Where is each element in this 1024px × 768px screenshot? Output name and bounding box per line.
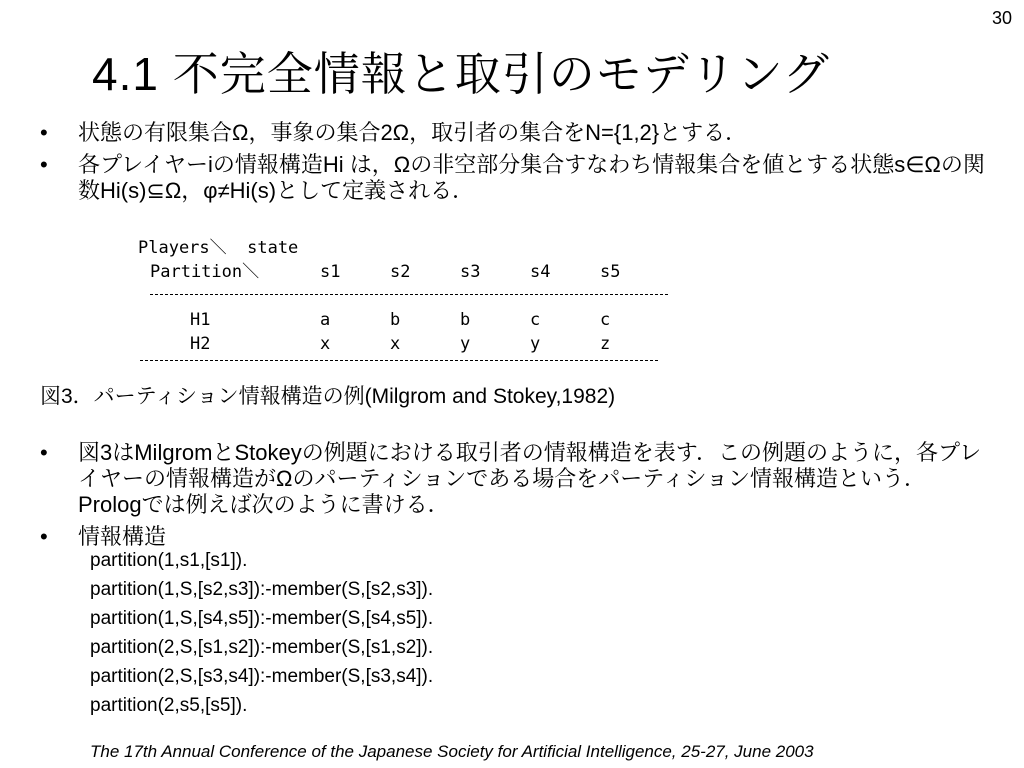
bullet-list-bottom [36,440,986,556]
bullet-text: 図3はMilgromとStokeyの例題における取引者の情報構造を表す．この例題のように，各プレイヤーの情報構造がΩのパーティションである場合をパーティション情報構造という． Prologでは例えば次のように書ける． [78,440,982,517]
bullet-list-top [36,120,986,210]
bullet-marker: • [40,524,48,549]
footer-conference: The 17th Annual Conference of the Japanese Society for Artificial Intelligence, 25-27, June 2003 [90,742,814,761]
table-header-state: s1 [320,262,341,282]
table-cell: a [320,310,331,330]
bullet-marker: • [40,120,48,145]
bullet-text: 状態の有限集合Ω，事象の集合2Ω，取引者の集合をN={1,2}とする． [78,120,748,145]
table-cell: c [600,310,611,330]
bullet-item [36,152,986,204]
table-header-state: s4 [530,262,551,282]
code-line: partition(2,s5,[s5]). [90,695,248,716]
table-row-name: H1 [190,310,211,330]
page-number: 30 [991,8,1012,28]
table-header-state: s2 [390,262,411,282]
table-cell: b [390,310,401,330]
slide-title: 4.1 不完全情報と取引のモデリング [92,48,830,100]
bullet-text: 情報構造 [78,524,167,549]
code-line: partition(1,s1,[s1]). [90,550,248,571]
table-cell: y [530,334,541,354]
bullet-item [36,120,986,146]
bullet-marker: • [40,440,48,465]
table-header-partition: Partition＼ [150,262,260,282]
table-cell: x [390,334,401,354]
prolog-code-block [90,546,433,720]
bullet-marker: • [40,152,48,177]
table-cell: x [320,334,331,354]
code-line: partition(2,S,[s1,s2]):-member(S,[s1,s2]). [90,637,434,658]
table-divider [150,294,668,295]
table-row-name: H2 [190,334,211,354]
figure-caption: 図3．パーティション情報構造の例(Milgrom and Stokey,1982) [40,385,616,408]
bullet-text: 各プレイヤーiの情報構造Hi は，Ωの非空部分集合すなわち情報集合を値とする状態s∈Ωの関数Hi(s)⊆Ω，φ≠Hi(s)として定義される． [78,152,985,203]
table-header-state: s3 [460,262,481,282]
table-header-state: s5 [600,262,621,282]
table-divider [140,360,658,361]
code-line: partition(1,S,[s4,s5]):-member(S,[s4,s5]). [90,608,434,629]
code-line: partition(1,S,[s2,s3]):-member(S,[s2,s3]). [90,579,434,600]
table-cell: b [460,310,471,330]
table-cell: c [530,310,541,330]
table-header-players: Players＼ state [138,238,299,258]
bullet-item [36,440,986,518]
table-cell: z [600,334,611,354]
code-line: partition(2,S,[s3,s4]):-member(S,[s3,s4]). [90,666,434,687]
table-cell: y [460,334,471,354]
